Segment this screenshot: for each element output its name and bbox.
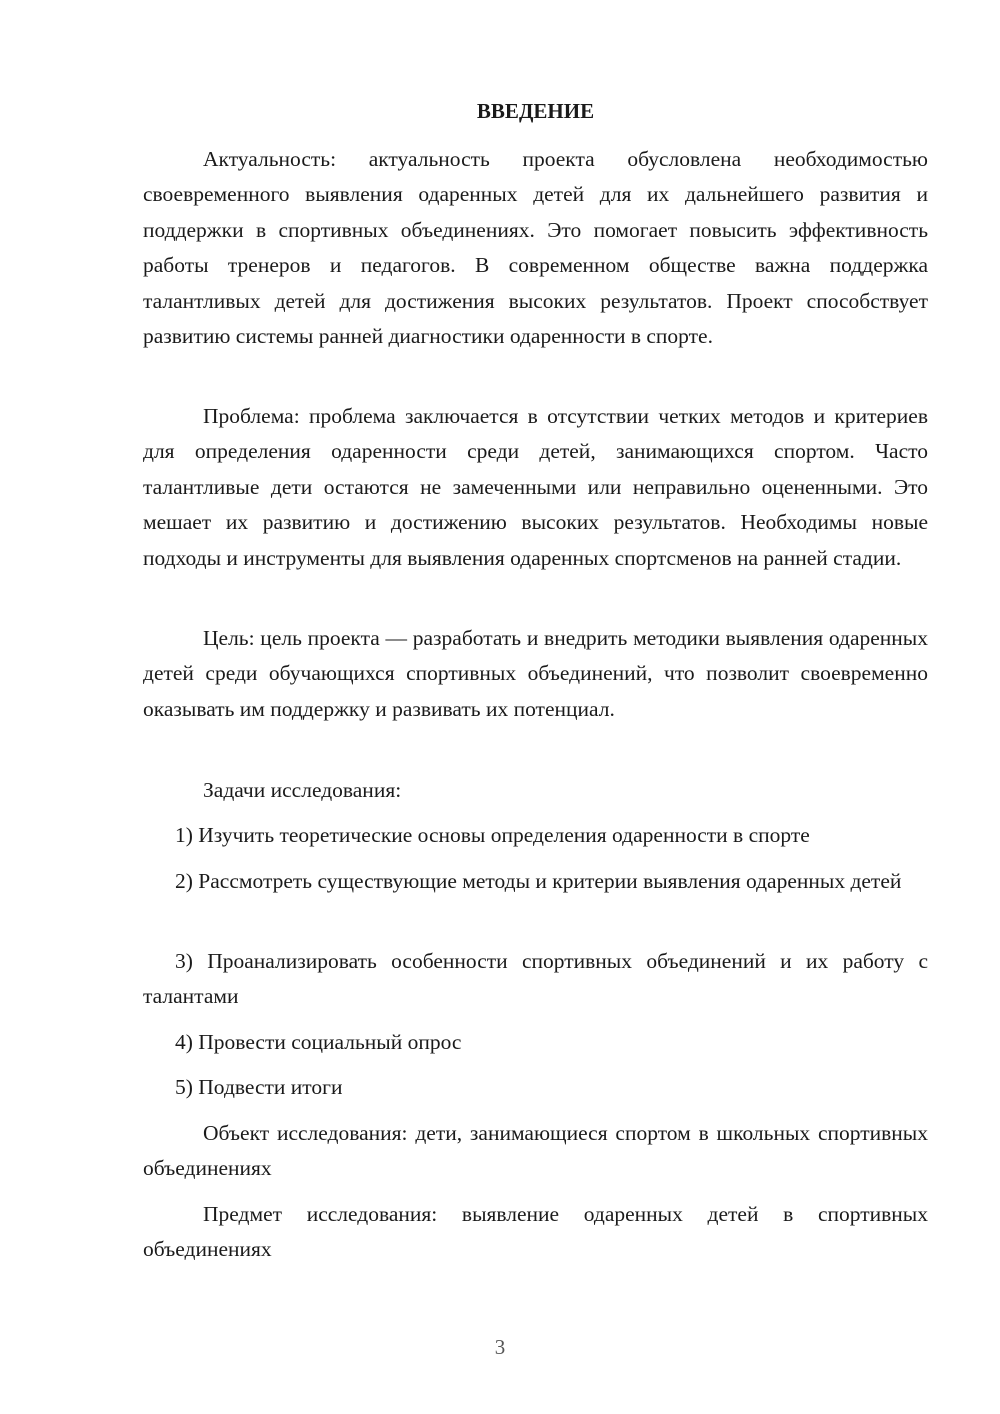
page-title: ВВЕДЕНИЕ [476, 99, 595, 123]
paragraph-subject: Предмет исследования: выявление одаренных детей в спортивных объединениях [143, 1202, 928, 1262]
task-item-2: 2) Рассмотреть существующие методы и критерии выявления одаренных детей [175, 869, 902, 893]
task-item-3: 3) Проанализировать особенности спортивных объединений и их работу с талантами [143, 949, 928, 1008]
task-item-4: 4) Провести социальный опрос [175, 1030, 462, 1054]
page-number: 3 [494, 1335, 506, 1359]
paragraph-goal: Цель: цель проекта — разработать и внедрить методики выявления одаренных детей среди обучающихся спортивных объединений, что позволит своевременно оказывать им поддержку и развивать их потенциал. [143, 626, 928, 721]
paragraph-problem: Проблема: проблема заключается в отсутствии четких методов и критериев для определения одаренности среди детей, занимающихся спортом. Часто талантливые дети остаются не замеченными или неправильно оцененными. Это мешает их развитию и достижению высоких результатов. Необходимы новые подходы и инструменты для выявления одаренных спортсменов на ранней стадии. [143, 404, 928, 570]
tasks-heading: Задачи исследования: [203, 778, 402, 802]
paragraph-relevance: Актуальность: актуальность проекта обусловлена необходимостью своевременного выявления одаренных детей для их дальнейшего развития и поддержки в спортивных объединениях. Это помогает повысить эффективность работы тренеров и педагогов. В современном обществе важна поддержка талантливых детей для достижения высоких результатов. Проект способствует развитию системы ранней диагностики одаренности в спорте. [143, 147, 928, 349]
task-item-1: 1) Изучить теоретические основы определения одаренности в спорте [175, 823, 810, 847]
task-item-5: 5) Подвести итоги [175, 1075, 343, 1099]
paragraph-object: Объект исследования: дети, занимающиеся спортом в школьных спортивных объединениях [143, 1121, 928, 1181]
